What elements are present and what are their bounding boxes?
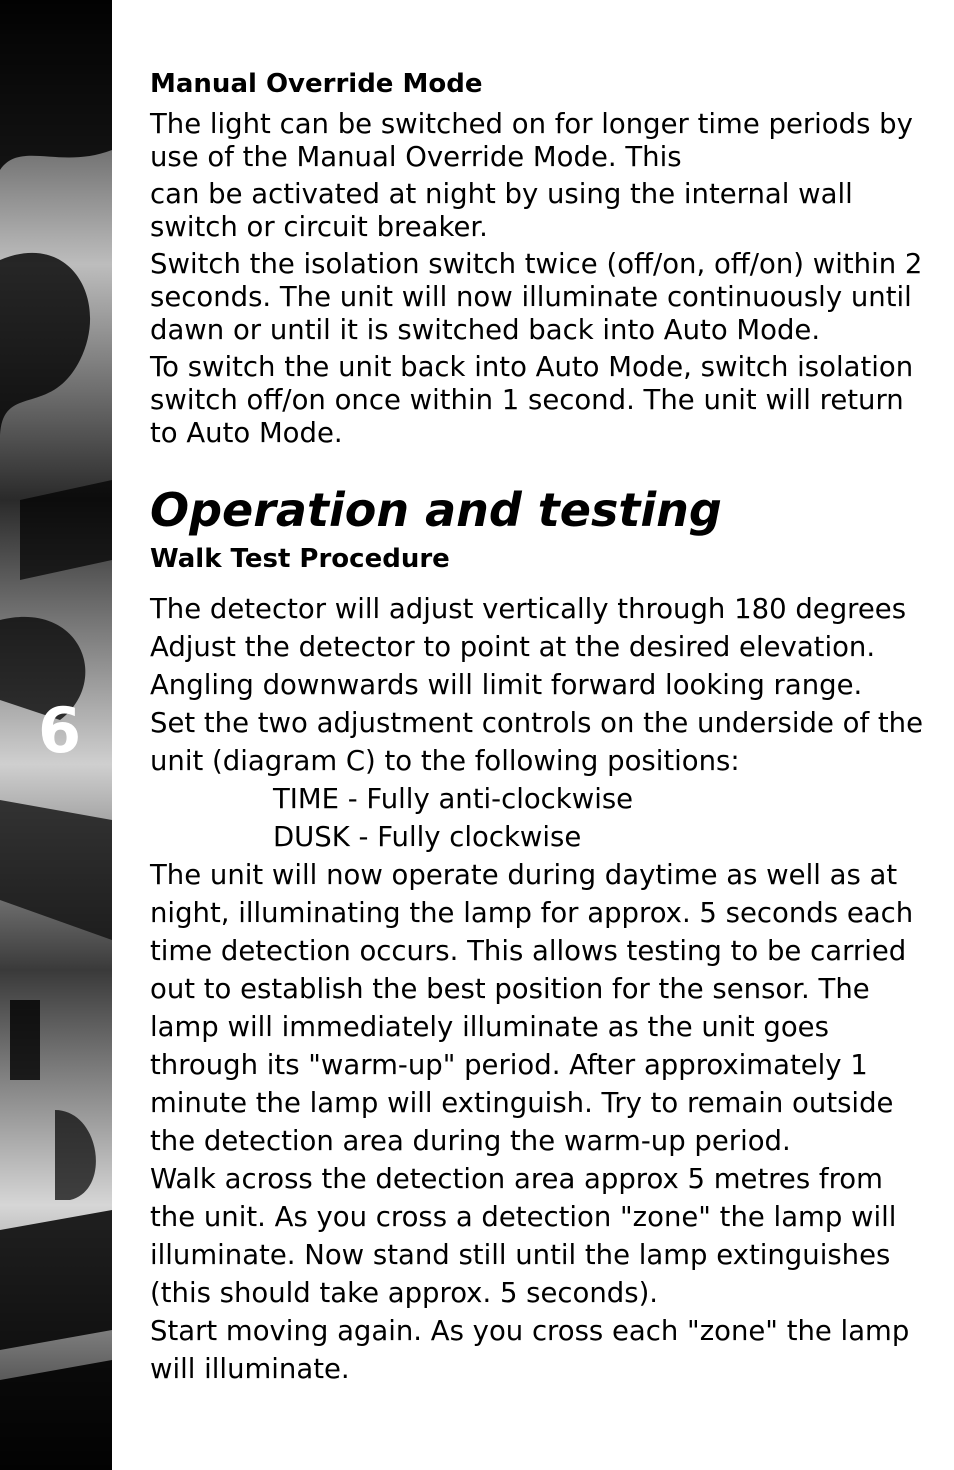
walk-test-paragraph: Walk across the detection area approx 5 metres from the unit. As you cross a detection "zone" the lamp will illuminate. Now stand still until the lamp extinguishes (this should take approx. 5 seconds). xyxy=(150,1163,897,1310)
walk-test-line: Adjust the detector to point at the desired elevation. xyxy=(150,631,876,664)
time-setting: TIME - Fully anti-clockwise xyxy=(273,783,634,816)
section-title: Operation and testing xyxy=(150,482,722,537)
page-content xyxy=(150,68,925,1388)
walk-test-paragraph: The unit will now operate during daytime as well as at night, illuminating the lamp for approx. 5 seconds each time detection occurs. This allows testing to be carried out to establish the best position for the sensor. The lamp will immediately illuminate as the unit goes through its "warm-up" period. After approximately 1 minute the lamp will extinguish. Try to remain outside the detection area during the warm-up period. xyxy=(150,859,914,1158)
manual-override-paragraph: The light can be switched on for longer time periods by use of the Manual Override Mode. This xyxy=(150,107,913,173)
page-number: 6 xyxy=(38,694,82,767)
walk-test-line: Angling downwards will limit forward looking range. xyxy=(150,669,863,702)
walk-test-line: Set the two adjustment controls on the underside of the unit (diagram C) to the following positions: xyxy=(150,707,924,778)
walk-test-heading: Walk Test Procedure xyxy=(150,543,450,574)
walk-test-line: The detector will adjust vertically through 180 degrees xyxy=(150,593,907,626)
manual-override-paragraph: Switch the isolation switch twice (off/on, off/on) within 2 seconds. The unit will now illuminate continuously until dawn or until it is switched back into Auto Mode. xyxy=(150,247,923,346)
dusk-setting: DUSK - Fully clockwise xyxy=(273,821,582,854)
manual-override-paragraph: To switch the unit back into Auto Mode, switch isolation switch off/on once within 1 second. The unit will return to Auto Mode. xyxy=(150,350,914,449)
decorative-side-strip xyxy=(0,0,112,1470)
walk-test-body xyxy=(150,590,925,1388)
manual-override-paragraph: can be activated at night by using the internal wall switch or circuit breaker. xyxy=(150,177,853,243)
walk-test-paragraph: Start moving again. As you cross each "zone" the lamp will illuminate. xyxy=(150,1315,910,1386)
manual-override-heading: Manual Override Mode xyxy=(150,69,483,99)
